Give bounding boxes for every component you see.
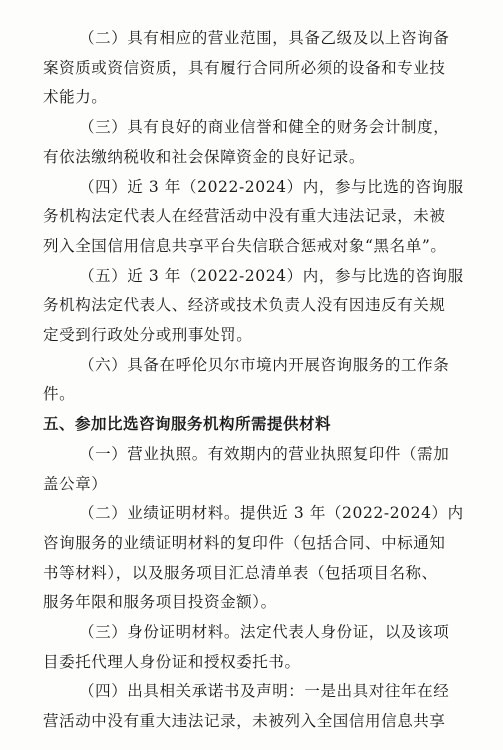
text-line: 务机构法定代表人在经营活动中没有重大违法记录，未被 (43, 207, 446, 225)
text-line: （一）营业执照。有效期内的营业执照复印件（需加 (79, 445, 450, 463)
text-line: （二）具有相应的营业范围，具备乙级及以上咨询备 (79, 29, 450, 47)
text-line: 列入全国信用信息共享平台失信联合惩戒对象“黑名单”。 (43, 237, 447, 255)
text-line: 目委托代理人身份证和授权委托书。 (43, 653, 301, 671)
text-line: （四）出具相关承诺书及声明：一是出具对往年在经 (79, 682, 450, 700)
text-line: （六）具备在呼伦贝尔市境内开展咨询服务的工作条 (79, 356, 450, 374)
text-line: 术能力。 (43, 88, 108, 106)
text-line: 服务年限和服务项目投资金额）。 (43, 593, 277, 611)
text-line: 定受到行政处分或刑事处罚。 (43, 326, 253, 344)
text-line: 盖公章） (43, 475, 108, 493)
text-line: 营活动中没有重大违法记录，未被列入全国信用信息共享 (43, 712, 446, 730)
text-line: 有依法缴纳税收和社会保障资金的良好记录。 (43, 148, 366, 166)
text-line: （三）身份证明材料。法定代表人身份证，以及该项 (79, 623, 450, 641)
text-line: 件。 (43, 385, 76, 403)
text-line: （三）具有良好的商业信誉和健全的财务会计制度， (79, 118, 450, 136)
section-heading: 五、参加比选咨询服务机构所需提供材料 (43, 415, 332, 433)
text-line: 咨询服务的业绩证明材料的复印件（包括合同、中标通知 (43, 534, 446, 552)
text-line: 案资质或资信资质，具有履行合同所必须的设备和专业技 (43, 59, 446, 77)
text-line: （四）近 3 年（2022-2024）内，参与比选的咨询服 (79, 178, 464, 196)
text-line: （五）近 3 年（2022-2024）内，参与比选的咨询服 (79, 267, 464, 285)
text-line: （二）业绩证明材料。提供近 3 年（2022-2024）内 (79, 504, 464, 522)
text-line: 书等材料），以及服务项目汇总清单表（包括项目名称、 (43, 564, 438, 582)
text-line: 务机构法定代表人、经济或技术负责人没有因违反有关规 (43, 296, 446, 314)
